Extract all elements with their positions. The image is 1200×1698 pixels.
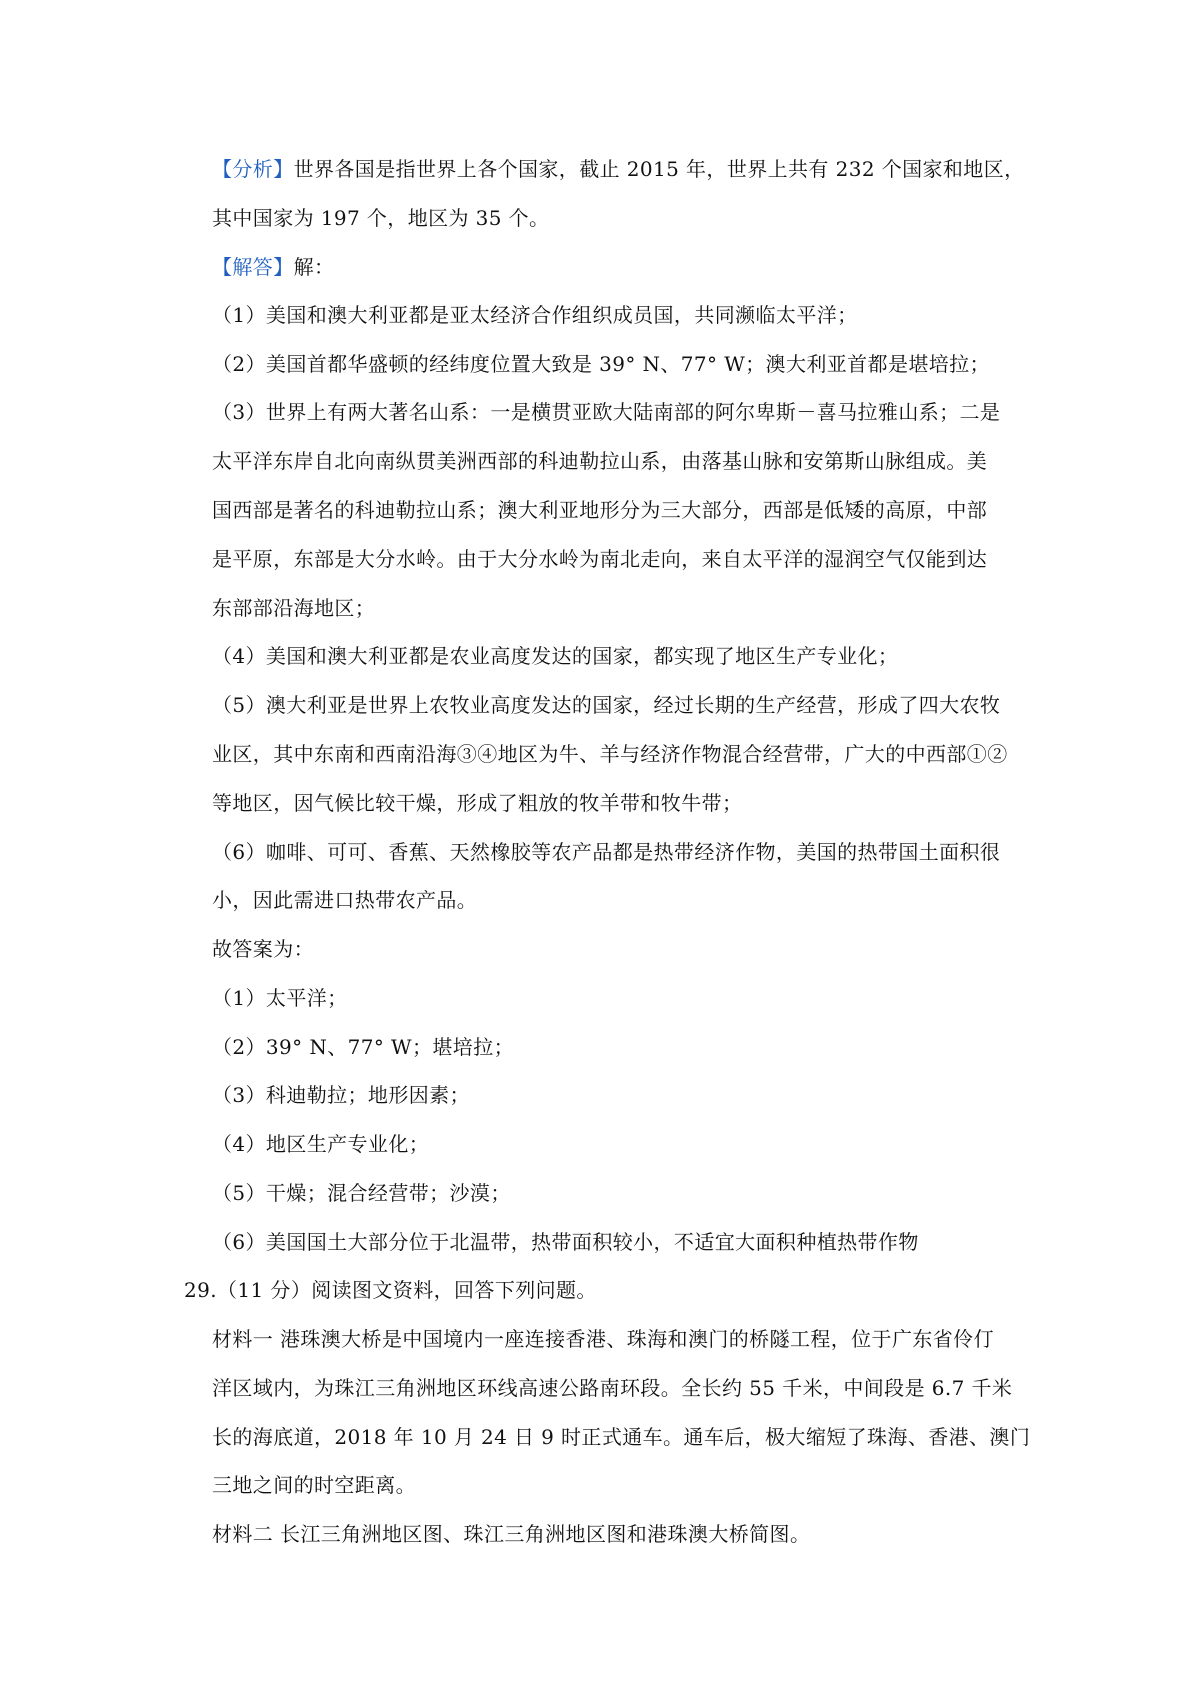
answer-item-5-line-1: （5）澳大利亚是世界上农牧业高度发达的国家，经过长期的生产经营，形成了四大农牧 [212, 693, 1001, 717]
answer-item-3-line-5: 东部部沿海地区； [212, 596, 376, 620]
answer-item-3-line-4: 是平原，东部是大分水岭。由于大分水岭为南北走向，来自太平洋的湿润空气仅能到达 [212, 547, 988, 571]
analysis-line-1 [212, 155, 1025, 183]
final-answer-5: （5）干燥；混合经营带；沙漠； [212, 1181, 511, 1205]
answer-intro-line [212, 253, 334, 281]
material-1-line-3: 长的海底道，2018 年 10 月 24 日 9 时正式通车。通车后，极大缩短了珠海、香港、澳门 [212, 1425, 1031, 1449]
question-29-stem: 29.（11 分）阅读图文资料，回答下列问题。 [184, 1278, 597, 1302]
answer-item-3-line-1: （3）世界上有两大著名山系：一是横贯亚欧大陆南部的阿尔卑斯－喜马拉雅山系；二是 [212, 400, 1001, 424]
final-answer-1: （1）太平洋； [212, 986, 348, 1010]
answer-item-2: （2）美国首都华盛顿的经纬度位置大致是 39° N、77° W；澳大利亚首都是堪培拉； [212, 352, 990, 376]
material-1-line-1: 材料一 港珠澳大桥是中国境内一座连接香港、珠海和澳门的桥隧工程，位于广东省伶仃 [212, 1327, 994, 1351]
answer-tag: 【解答】 [212, 255, 294, 279]
material-1-line-2: 洋区域内，为珠江三角洲地区环线高速公路南环段。全长约 55 千米，中间段是 6.7 千米 [212, 1376, 1013, 1400]
analysis-text: 世界各国是指世界上各个国家，截止 2015 年，世界上共有 232 个国家和地区， [293, 157, 1025, 181]
answer-item-4: （4）美国和澳大利亚都是农业高度发达的国家，都实现了地区生产专业化； [212, 644, 899, 668]
answer-item-5-line-2: 业区，其中东南和西南沿海③④地区为牛、羊与经济作物混合经营带，广大的中西部①② [212, 742, 1008, 766]
answer-item-6-line-2: 小，因此需进口热带农产品。 [212, 888, 478, 912]
analysis-line-2: 其中国家为 197 个，地区为 35 个。 [212, 206, 550, 230]
answer-item-5-line-3: 等地区，因气候比较干燥，形成了粗放的牧羊带和牧牛带； [212, 791, 743, 815]
material-1-line-4: 三地之间的时空距离。 [212, 1473, 416, 1497]
answer-item-1: （1）美国和澳大利亚都是亚太经济合作组织成员国，共同濒临太平洋； [212, 303, 858, 327]
answer-intro: 解： [293, 255, 335, 279]
answer-item-3-line-3: 国西部是著名的科迪勒拉山系；澳大利亚地形分为三大部分，西部是低矮的高原，中部 [212, 498, 988, 522]
analysis-tag: 【分析】 [212, 157, 294, 181]
final-answer-3: （3）科迪勒拉；地形因素； [212, 1083, 470, 1107]
final-answer-2: （2）39° N、77° W；堪培拉； [212, 1035, 514, 1059]
final-answer-6: （6）美国国土大部分位于北温带，热带面积较小，不适宜大面积种植热带作物 [212, 1230, 919, 1254]
answer-item-6-line-1: （6）咖啡、可可、香蕉、天然橡胶等农产品都是热带经济作物，美国的热带国土面积很 [212, 840, 1001, 864]
answer-item-3-line-2: 太平洋东岸自北向南纵贯美洲西部的科迪勒拉山系，由落基山脉和安第斯山脉组成。美 [212, 449, 988, 473]
final-answer-4: （4）地区生产专业化； [212, 1132, 430, 1156]
material-2-line: 材料二 长江三角洲地区图、珠江三角洲地区图和港珠澳大桥简图。 [212, 1522, 811, 1546]
conclusion-label: 故答案为： [212, 937, 314, 961]
